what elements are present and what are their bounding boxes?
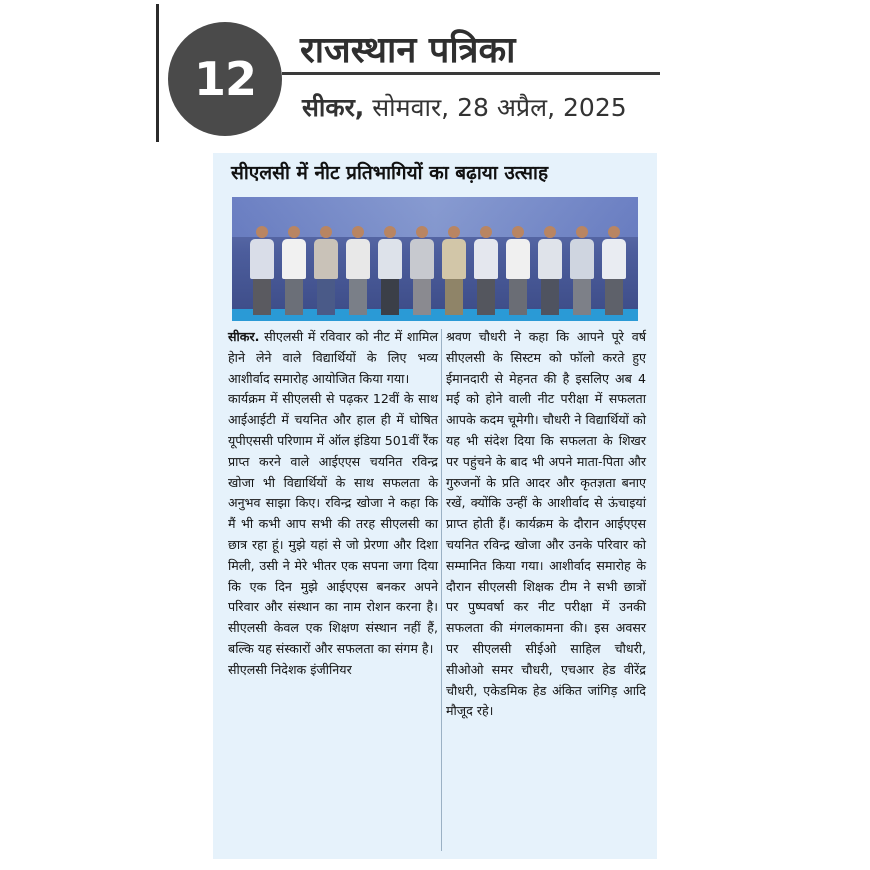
photo-person	[602, 226, 626, 315]
photo-person	[250, 226, 274, 315]
photo-person	[410, 226, 434, 315]
photo-person	[314, 226, 338, 315]
masthead-horizontal-rule	[282, 72, 660, 75]
photo-person	[538, 226, 562, 315]
dateline-date: सोमवार, 28 अप्रैल, 2025	[364, 93, 627, 122]
dateline	[302, 90, 627, 124]
paragraph-3: सीएलसी निदेशक इंजीनियर	[228, 661, 352, 677]
page-number-badge: 12	[168, 22, 282, 136]
news-article-clipping	[213, 153, 657, 859]
article-headline: सीएलसी में नीट प्रतिभागियों का बढ़ाया उत्साह	[231, 162, 549, 184]
paragraph-1: सीकर. सीएलसी में रविवार को नीट में शामिल हेाने लेने वाले विद्यार्थियों के लिए भव्य आशीर्वाद समारोह आयोजित किया गया।	[228, 329, 438, 386]
article-column-2	[446, 327, 646, 722]
masthead-vertical-rule	[156, 4, 159, 142]
article-column-1	[228, 327, 438, 681]
photo-person	[346, 226, 370, 315]
photo-person	[378, 226, 402, 315]
column-divider	[441, 329, 442, 851]
group-photo	[232, 197, 638, 321]
photo-person	[442, 226, 466, 315]
masthead	[0, 0, 870, 150]
photo-person	[474, 226, 498, 315]
newspaper-name: राजस्थान पत्रिका	[300, 30, 516, 71]
photo-person	[282, 226, 306, 315]
article-dateline: सीकर.	[228, 329, 260, 344]
photo-person	[506, 226, 530, 315]
paragraph-2: कार्यक्रम में सीएलसी से पढ़कर 12वीं के साथ आईआईटी में चयनित और हाल ही में घोषित यूपीएससी परिणाम में ऑल इंडिया 501वीं रैंक प्राप्त करने वाले आईएएस चयनित रविन्द्र खोजा भी विद्यार्थियों के साथ सफलता के अनुभव साझा किए। रविन्द्र खोजा ने कहा कि मैं भी कभी आप सभी की तरह सीएलसी का छात्र रहा हूं। मुझे यहां से जो प्रेरणा और दिशा मिली, उसी ने मेरे भीतर एक सपना जगा दिया कि एक दिन मुझे आईएएस बनकर अपने परिवार और संस्थान का नाम रोशन करना है। सीएलसी केवल एक शिक्षण संस्थान नहीं हैं, बल्कि यह संस्कारों और सफलता का संगम है।	[228, 391, 438, 656]
dateline-city: सीकर,	[302, 93, 365, 122]
photo-person	[570, 226, 594, 315]
paragraph-4: श्रवण चौधरी ने कहा कि आपने पूरे वर्ष सीएलसी के सिस्टम को फॉलो करते हुए ईमानदारी से मेहनत की है इसलिए अब 4 मई को होने वाली नीट परीक्षा में सफलता आपके कदम चूमेगी। चौधरी ने विद्यार्थियों को यह भी संदेश दिया कि सफलता के शिखर पर पहुंचने के बाद भी अपने माता-पिता और गुरुजनों के प्रति आदर और कृतज्ञता बनाए रखें, क्योंकि उन्हीं के आशीर्वाद से ऊंचाइयां प्राप्त होती हैं। कार्यक्रम के दौरान आईएएस चयनित रविन्द्र खोजा और उनके परिवार को सम्मानित किया गया। आशीर्वाद समारोह के दौरान सीएलसी शिक्षक टीम ने सभी छात्रों पर पुष्पवर्षा कर नीट परीक्षा में उनकी सफलता की मंगलकामना की। इस अवसर पर सीएलसी सीईओ साहिल चौधरी, सीओओ समर चौधरी, एचआर हेड वीरेंद्र चौधरी, एकेडमिक हेड अंकित जांगिड़ आदि मौजूद रहे।	[446, 329, 646, 719]
